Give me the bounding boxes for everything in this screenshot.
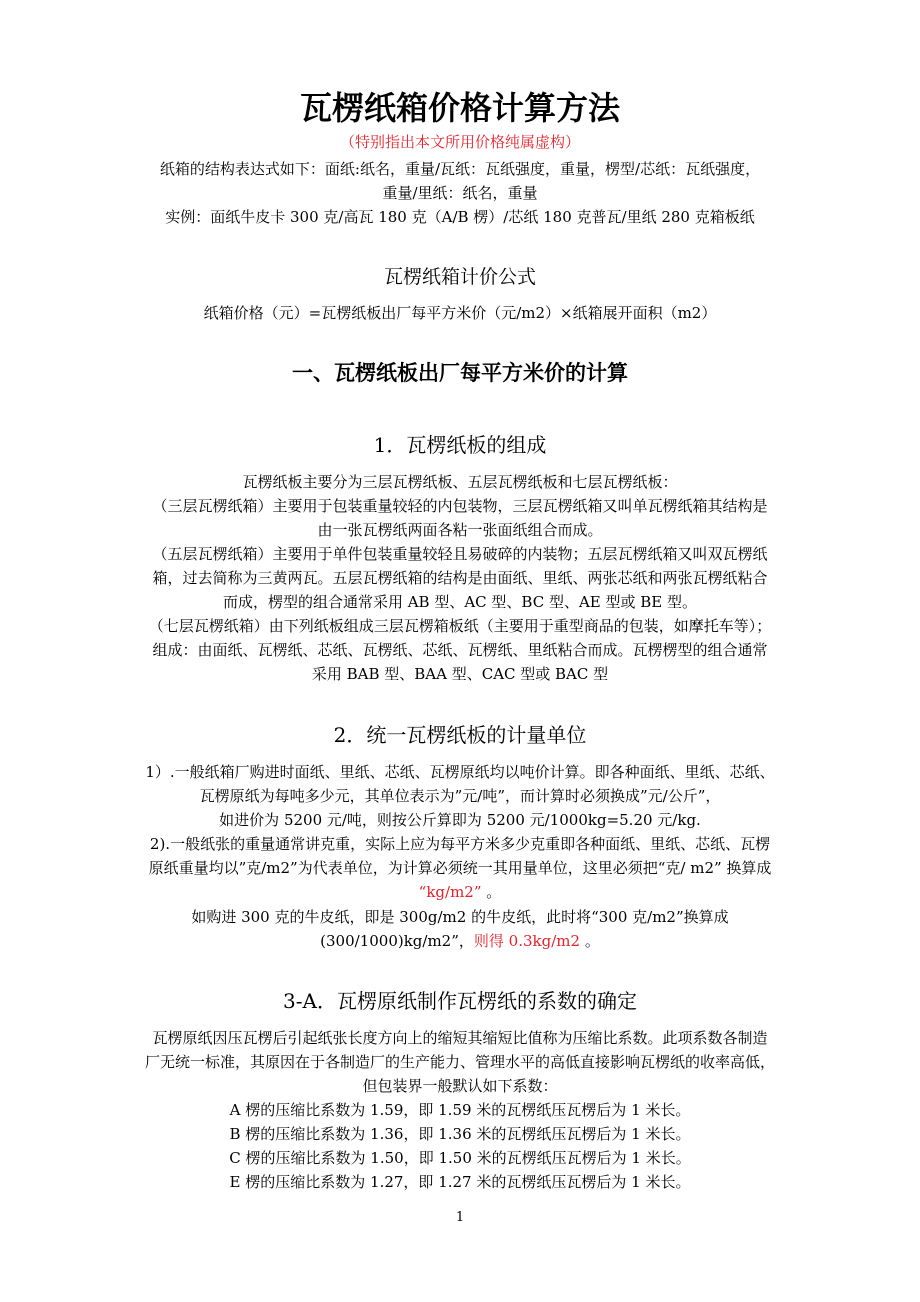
example-line: 实例：面纸牛皮卡 300 克/高瓦 180 克（A/B 楞）/芯纸 180 克普瓦/里纸 280 克箱板纸	[165, 208, 755, 226]
page-number: 1	[455, 1210, 465, 1225]
paragraph-line: 但包装界一般默认如下系数：	[362, 1077, 558, 1095]
example-conversion-line-2	[130, 929, 790, 953]
coefficient-line-a: A 楞的压缩比系数为 1.59，即 1.59 米的瓦楞纸压瓦楞后为 1 米长。	[229, 1101, 691, 1119]
paragraph-line: （七层瓦楞纸箱）由下列纸板组成三层瓦楞箱板纸（主要用于重型商品的包装，如摩托车等）；	[148, 617, 772, 635]
unit-line	[130, 880, 790, 904]
formula-line: 纸箱价格（元）=瓦楞纸板出厂每平方米价（元/m2）×纸箱展开面积（m2）	[203, 304, 717, 322]
structure-line-1: 纸箱的结构表达式如下：面纸:纸名，重量/瓦纸：瓦纸强度，重量，楞型/芯纸：瓦纸强度，	[159, 160, 761, 178]
paragraph-line: （三层瓦楞纸箱）主要用于包装重量较轻的内包装物，三层瓦楞纸箱又叫单瓦楞纸箱其结构是	[152, 497, 768, 515]
paragraph-line: 1）.一般纸箱厂购进时面纸、里纸、芯纸、瓦楞原纸均以吨价计算。即各种面纸、里纸、芯纸、	[145, 763, 775, 781]
paragraph-line: 如进价为 5200 元/吨，则按公斤算即为 5200 元/1000kg=5.20 元/kg.	[219, 811, 701, 829]
subsection-1-heading: 1．瓦楞纸板的组成	[373, 433, 547, 457]
unit-line-end: 。	[481, 883, 502, 901]
paragraph-line: 厂无统一标准，其原因在于各制造厂的生产能力、管理水平的高低直接影响瓦楞纸的收率高低，	[144, 1053, 775, 1071]
conversion-result: 则得 0.3kg/m2	[473, 932, 581, 950]
paragraph-line: 采用 BAB 型、BAA 型、CAC 型或 BAC 型	[311, 665, 609, 683]
paragraph-line: 瓦楞原纸因压瓦楞后引起纸张长度方向上的缩短其缩短比值称为压缩比系数。此项系数各制造	[152, 1029, 768, 1047]
coefficient-line-b: B 楞的压缩比系数为 1.36，即 1.36 米的瓦楞纸压瓦楞后为 1 米长。	[229, 1125, 691, 1143]
paragraph-line: 原纸重量均以”克/m2”为代表单位，为计算必须统一其用量单位，这里必须把“克/ m2” 换算成	[148, 859, 772, 877]
paragraph-line: 瓦楞纸板主要分为三层瓦楞纸板、五层瓦楞纸板和七层瓦楞纸板：	[242, 473, 678, 491]
doc-title: 瓦楞纸箱价格计算方法	[299, 89, 620, 127]
paragraph-line: 组成：由面纸、瓦楞纸、芯纸、瓦楞纸、芯纸、瓦楞纸、里纸粘合而成。瓦楞楞型的组合通常	[152, 641, 768, 659]
coefficient-line-c: C 楞的压缩比系数为 1.50，即 1.50 米的瓦楞纸压瓦楞后为 1 米长。	[229, 1149, 691, 1167]
example-conversion-line-1: 如购进 300 克的牛皮纸，即是 300g/m2 的牛皮纸，此时将“300 克/m2”换算成	[191, 908, 729, 926]
paragraph-line: （五层瓦楞纸箱）主要用于单件包装重量较轻且易破碎的内装物；五层瓦楞纸箱又叫双瓦楞纸	[152, 545, 768, 563]
subsection-3a-heading: 3-A．瓦楞原纸制作瓦楞纸的系数的确定	[283, 989, 637, 1013]
disclaimer: （特别指出本文所用价格纯属虚构）	[339, 133, 580, 151]
subsection-2-heading: 2．统一瓦楞纸板的计量单位	[333, 723, 587, 747]
paragraph-line: 而成，楞型的组合通常采用 AB 型、AC 型、BC 型、AE 型或 BE 型。	[222, 593, 698, 611]
paragraph-line: 箱，过去简称为三黄两瓦。五层瓦楞纸箱的结构是由面纸、里纸、两张芯纸和两张瓦楞纸粘合	[152, 569, 768, 587]
unit-highlight: “kg/m2”	[418, 883, 482, 901]
section-1-heading: 一、瓦楞纸板出厂每平方米价的计算	[292, 361, 628, 385]
structure-line-2: 重量/里纸：纸名，重量	[382, 184, 538, 202]
coefficient-line-e: E 楞的压缩比系数为 1.27，即 1.27 米的瓦楞纸压瓦楞后为 1 米长。	[229, 1173, 691, 1191]
paragraph-line: 由一张瓦楞纸两面各粘一张面纸组合而成。	[317, 521, 603, 539]
conversion-expression: (300/1000)kg/m2”，	[320, 932, 474, 950]
conversion-end: 。	[580, 932, 600, 950]
paragraph-line: 瓦楞原纸为每吨多少元，其单位表示为”元/吨”，而计算时必须换成”元/公斤”，	[199, 787, 721, 805]
formula-heading: 瓦楞纸箱计价公式	[383, 266, 536, 288]
paragraph-line: 2).一般纸张的重量通常讲克重，实际上应为每平方米多少克重即各种面纸、里纸、芯纸、瓦楞	[149, 835, 771, 853]
